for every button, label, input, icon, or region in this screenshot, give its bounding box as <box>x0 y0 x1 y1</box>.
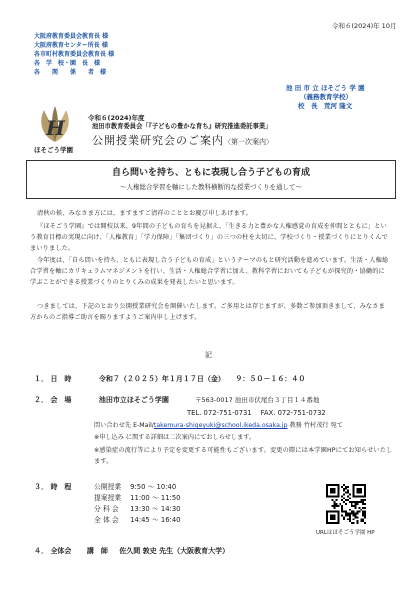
schedule-name: 提案授業 <box>94 494 122 502</box>
schedule-row <box>94 505 180 514</box>
sender-school: 池 田 市 立 ほそごう 学 園 <box>286 84 365 92</box>
contact-suffix: 教務 竹村茂行 宛て <box>289 422 343 429</box>
item-role: 講 師 <box>86 547 108 555</box>
theme-subtitle: 〜人権総合学習を軸にした教科横断的な授業づくりを通して〜 <box>120 183 302 191</box>
item-label: 会 場 <box>50 396 72 404</box>
schedule-time: 14:45 〜 16:40 <box>130 516 181 524</box>
item-label: 全体会 <box>50 547 72 555</box>
research-paragraph: 今年度は、「自ら問いを持ち、ともに表現し合う子どもの育成」というテーマのもと研究活動を進めています。生活・人権総合学習を軸にカリキュラムマネジメントを行い、生活・人権総合学習に加え、教科学習においても子どもが探究的・協働的に学ぶことができる授業づくりのとりくみの成果を発表したいと思います。 <box>30 257 389 286</box>
invitation-paragraph: つきましては、下記のとおり公開授業研究会を開催いたします。ご多用とは存じますが、多数ご参加頂きまして、みなさま方からのご指導ご助言を賜りますようご案内申し上げます。 <box>30 303 385 321</box>
item-schedule <box>34 483 71 492</box>
recipient-line: 各市町村教育委員会教育長 様 <box>34 51 115 58</box>
item-number: ４． <box>34 547 48 555</box>
lecturer-value: 佐久間 敦史 先生（大阪教育大学） <box>119 547 230 555</box>
theme-box <box>26 160 396 199</box>
schedule-row <box>94 483 176 492</box>
item-date <box>34 375 305 384</box>
schedule-row <box>94 494 180 503</box>
item-number: ３． <box>34 483 48 491</box>
logo-letter: H <box>46 116 65 140</box>
heading-main <box>92 134 273 149</box>
venue-note-registration: ※申し込み に関する詳細は二次案内にておしらせします。 <box>94 434 256 441</box>
venue-note-change: ※感染症の流行等により予定を変更する可能性もございます。変更の際には本学園HPにてお知らせいたします。 <box>94 447 393 465</box>
schedule-name: 公開授業 <box>94 483 122 491</box>
schedule-time: 9:50 〜 10:40 <box>130 483 177 491</box>
venue-name: 池田市立ほそごう学園 <box>98 396 169 404</box>
item-label: 時 程 <box>50 483 72 491</box>
heading-sub-title: 〈第一次案内〉 <box>224 138 273 146</box>
venue-tel-fax: TEL. 072-751-0731 FAX. 072-751-0732 <box>187 409 326 417</box>
item-label: 日 時 <box>50 375 72 383</box>
school-logo <box>32 104 78 156</box>
ki-marker: 記 <box>205 351 212 359</box>
qr-code-icon <box>326 484 366 524</box>
heading-year: 令和６(2024)年度 <box>88 114 145 122</box>
schedule-time: 11:00 〜 11:50 <box>130 494 181 502</box>
venue-contact <box>94 421 343 430</box>
intro-paragraph: 『ほそごう学園』では開校以来、9年間の子どもの育ちを見据え、「生きる力と豊かな人権感覚の育成を仲間とともに」という教育目標の実現に向け、「人権教育」「学力保障」「集団づくり」の三つの柱を大切に、学校づくり・授業づくりにとりくんでまいりました。 <box>30 223 389 252</box>
venue-address: 〒563-0017 池田市伏尾台３丁目１４番地 <box>195 396 320 404</box>
theme-title: 自ら問いを持ち、ともに表現し合う子どもの育成 <box>111 168 310 178</box>
recipient-line: 各 関 係 者 様 <box>34 69 107 76</box>
recipient-line: 大阪府教育センター所長 様 <box>34 42 108 49</box>
recipient-line: 大阪府教育委員会教育長 様 <box>34 33 109 40</box>
item-venue <box>34 396 169 405</box>
item-plenary <box>34 547 229 556</box>
item-number: １． <box>34 375 48 383</box>
document-date: 令和６(2024)年 10月 <box>332 22 397 30</box>
recipient-line: 各 学 校・園 長 様 <box>34 60 101 67</box>
schedule-name: 全 体 会 <box>94 516 119 524</box>
sender-principal: 校 長 荒河 隆文 <box>298 102 353 110</box>
logo-caption: ほそごう学園 <box>34 146 73 154</box>
item-number: ２． <box>34 396 48 404</box>
schedule-row <box>94 516 180 525</box>
heading-main-title: 公開授業研究会のご案内 <box>92 134 224 147</box>
qr-code[interactable] <box>326 484 366 524</box>
contact-email-link[interactable]: takemura-shigeyuki@school.ikeda.osaka.jp <box>153 422 288 429</box>
qr-caption: URLはほそごう学園 HP <box>316 530 375 536</box>
event-date-value: 令和７（２０２５）年１月１７日（金） ９：５０－１６：４０ <box>98 375 306 383</box>
sender-type: （義務教育学校） <box>300 93 352 101</box>
heading-project: 池田市教育委員会「『子どもの豊かな育ち』研究推進委託事業」 <box>92 123 272 130</box>
contact-prefix: 問い合わせ先 E-Mail/ <box>94 422 154 429</box>
greeting-paragraph: 清秋の候、みなさま方には、ますますご清祥のこととお慶び申しあげます。 <box>37 210 252 217</box>
schedule-name: 分 科 会 <box>94 505 119 513</box>
schedule-time: 13:30 〜 14:30 <box>130 505 181 513</box>
